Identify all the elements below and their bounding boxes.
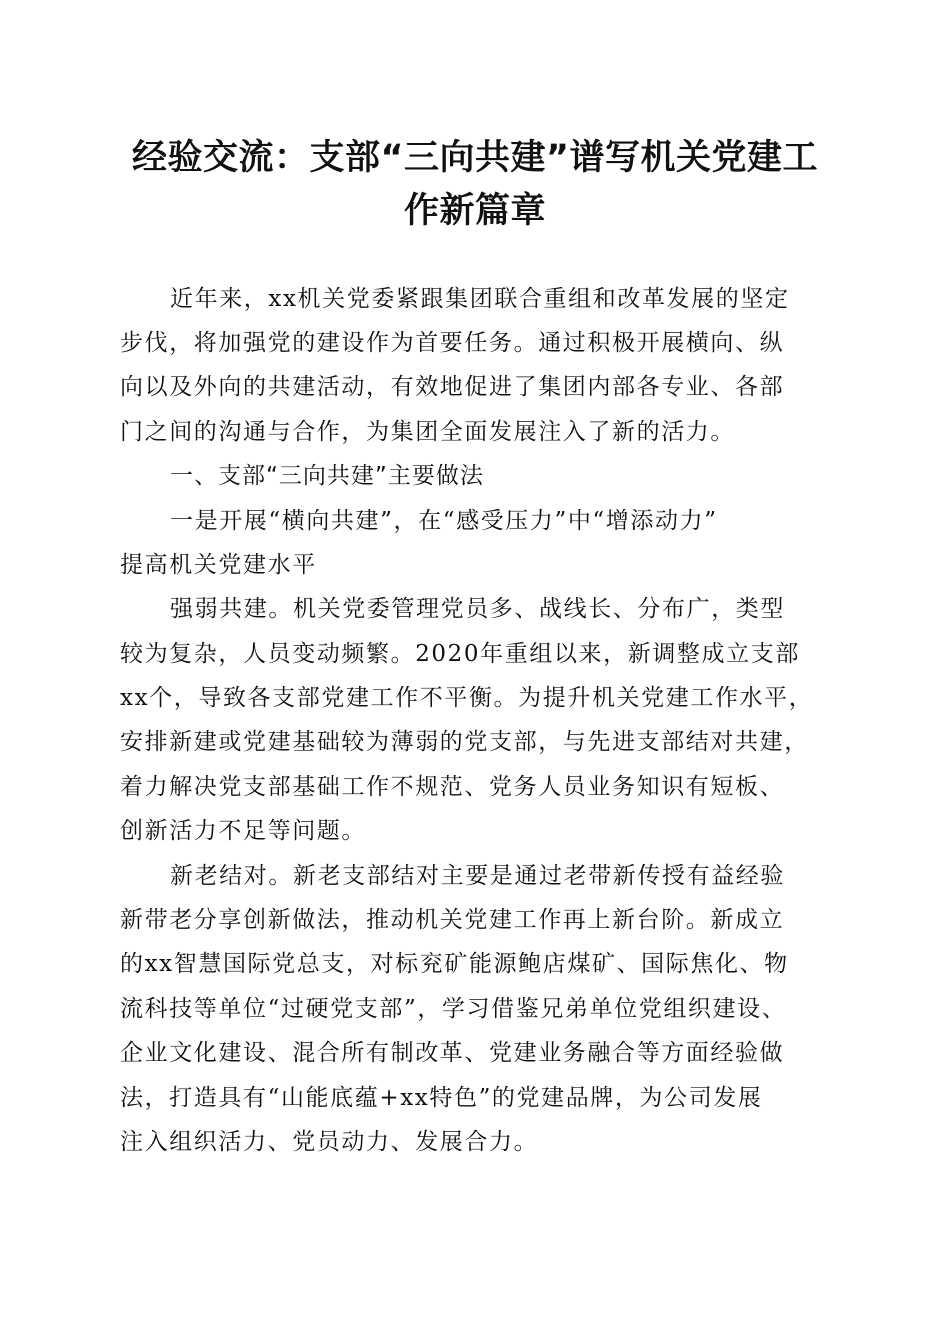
paragraph-line: 新带老分享创新做法，推动机关党建工作再上新台阶。新成立 (120, 907, 785, 933)
intro-line: 步伐，将加强党的建设作为首要任务。通过积极开展横向、纵 (120, 330, 785, 356)
paragraph-line: 流科技等单位“过硬党支部”，学习借鉴兄弟单位党组织建设、 (120, 996, 787, 1022)
subheading-line: 一是开展“横向共建”，在“感受压力”中“增添动力” (170, 508, 718, 534)
intro-line: 向以及外向的共建活动，有效地促进了集团内部各专业、各部 (120, 374, 785, 400)
section-heading: 一、支部“三向共建”主要做法 (170, 463, 484, 489)
document-title (100, 132, 850, 238)
paragraph-line: 法，打造具有“山能底蕴+xx特色”的党建品牌，为公司发展 (120, 1085, 763, 1111)
paragraph-line: xx个，导致各支部党建工作不平衡。为提升机关党建工作水平， (120, 685, 814, 711)
paragraph-line: 的xx智慧国际党总支，对标兖矿能源鲍店煤矿、国际焦化、物 (120, 951, 789, 977)
paragraph-line: 较为复杂，人员变动频繁。2020年重组以来，新调整成立支部 (120, 641, 800, 667)
subheading-line: 提高机关党建水平 (120, 552, 317, 578)
paragraph-line: 企业文化建设、混合所有制改革、党建业务融合等方面经验做 (120, 1040, 785, 1066)
paragraph-line: 新老结对。新老支部结对主要是通过老带新传授有益经验 (170, 863, 785, 889)
intro-line: 近年来，xx机关党委紧跟集团联合重组和改革发展的坚定 (170, 286, 790, 312)
paragraph-line: 注入组织活力、党员动力、发展合力。 (120, 1129, 539, 1155)
paragraph-line: 创新活力不足等问题。 (120, 818, 366, 844)
paragraph-line: 强弱共建。机关党委管理党员多、战线长、分布广，类型 (170, 596, 785, 622)
paragraph-line: 着力解决党支部基础工作不规范、党务人员业务知识有短板、 (120, 774, 785, 800)
title-line-1: 经验交流：支部“三向共建”谱写机关党建工 (131, 138, 818, 178)
title-line-2: 作新篇章 (403, 191, 546, 231)
paragraph-line: 安排新建或党建基础较为薄弱的党支部，与先进支部结对共建， (120, 729, 809, 755)
intro-line: 门之间的沟通与合作，为集团全面发展注入了新的活力。 (120, 419, 735, 445)
